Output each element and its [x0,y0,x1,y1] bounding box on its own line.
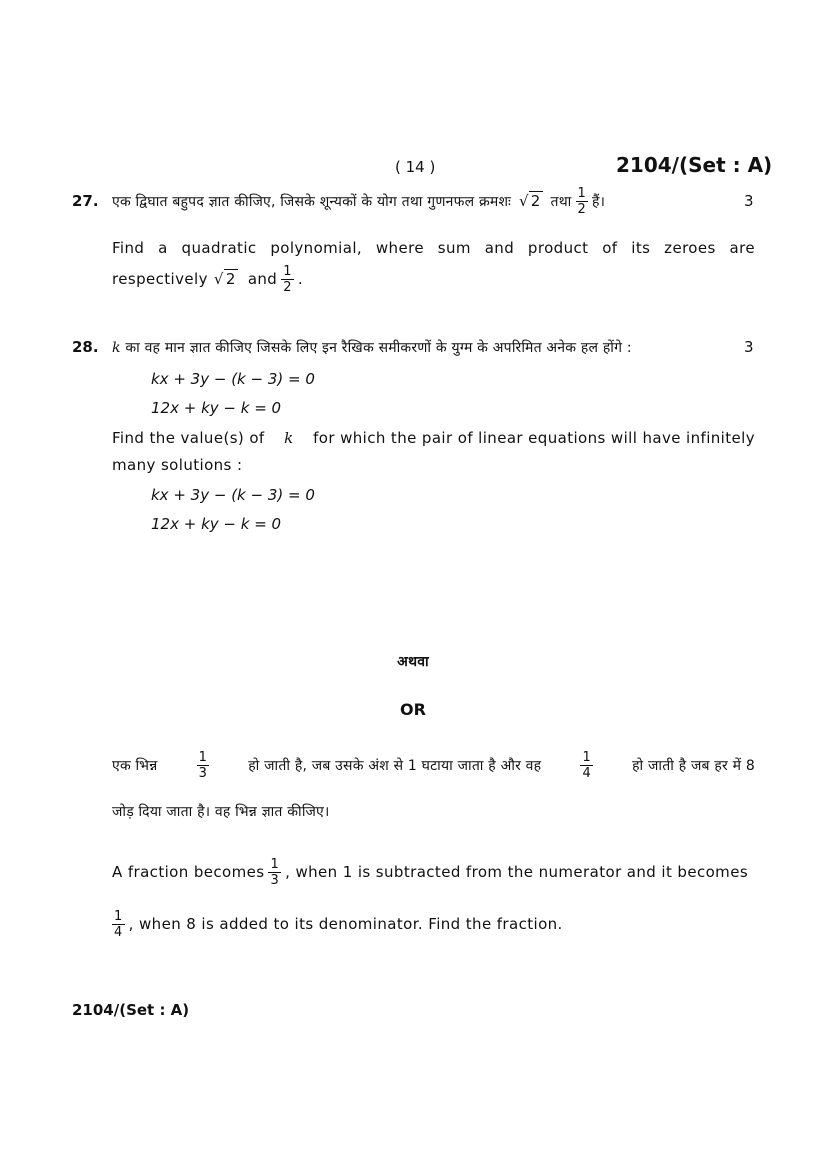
alt-question-english-line1 [112,850,755,894]
question-27-english-line2 [112,259,303,299]
alt-english-fraction-2: $\frac{1}{4}$ [114,908,123,940]
equation-2: 12x + ky − k = 0 [151,399,282,417]
alt-question-hindi-line1 [112,743,755,787]
english-or-heading: OR [400,700,426,719]
q27-english-pre: respectively [112,270,208,288]
q27-hindi-connector: तथा [550,193,572,210]
alt-english-part1: A fraction becomes [112,863,265,881]
alt-question-hindi-line2: जोड़ दिया जाता है। वह भिन्न ज्ञात कीजिए। [112,804,330,820]
q28-english-post: for which the pair of linear equations will have infinitely [313,429,755,447]
question-28-english-line2: many solutions : [112,456,243,474]
question-28-number: 28. [72,338,99,356]
alt-hindi-part1: एक भिन्न [112,757,158,774]
alt-english-fraction-1: $\frac{1}{3}$ [270,856,280,888]
q27-hindi-text: एक द्विघात बहुपद ज्ञात कीजिए, जिसके शून्यकों के योग तथा गुणनफल क्रमशः [112,193,512,210]
question-28-marks: 3 [744,338,754,356]
q27-english-sqrt: √ 2 [213,270,236,288]
question-28-english-line1 [112,429,755,447]
equation-3: kx + 3y − (k − 3) = 0 [151,486,315,504]
alt-hindi-part2: हो जाती है, जब उसके अंश से 1 घटाया जाता है और वह [248,757,542,774]
q28-english-var: k [284,429,294,447]
q27-english-fraction: $\frac{1}{2}$ [283,263,292,295]
alt-english-part2: , when 1 is subtracted from the numerator and it becomes [285,863,749,881]
set-code-footer: 2104/(Set : A) [72,1001,190,1019]
q28-hindi-text: का वह मान ज्ञात कीजिए जिसके लिए इन रैखिक समीकरणों के युग्म के अपरिमित अनेक हल होंगे : [125,340,632,356]
equation-1: kx + 3y − (k − 3) = 0 [151,370,315,388]
alt-hindi-fraction-1: $\frac{1}{3}$ [198,749,208,781]
alt-question-english-line2 [108,902,563,946]
q27-english-and: and [247,270,278,288]
page-number: ( 14 ) [395,158,436,176]
alt-hindi-part3: हो जाती है जब हर में 8 [632,757,755,774]
alt-english-line2-text: , when 8 is added to its denominator. Find the fraction. [128,915,563,933]
q27-hindi-end: हैं। [591,193,606,210]
question-27-number: 27. [72,192,99,210]
equation-4: 12x + ky − k = 0 [151,515,282,533]
hindi-or-heading: अथवा [397,654,429,670]
q27-hindi-sqrt: √ 2 [519,192,541,210]
question-27-hindi [112,181,712,221]
question-28-hindi [112,338,632,357]
question-27-marks: 3 [744,192,754,210]
q28-english-pre: Find the value(s) of [112,429,265,447]
q27-hindi-fraction: $\frac{1}{2}$ [577,185,586,217]
question-27-english-line1: Find a quadratic polynomial, where sum and product of its zeroes are [112,239,755,257]
q27-english-end: . [297,270,304,288]
alt-hindi-fraction-2: $\frac{1}{4}$ [582,749,591,781]
set-code-header: 2104/(Set : A) [616,153,773,177]
q28-hindi-var: k [112,340,121,356]
